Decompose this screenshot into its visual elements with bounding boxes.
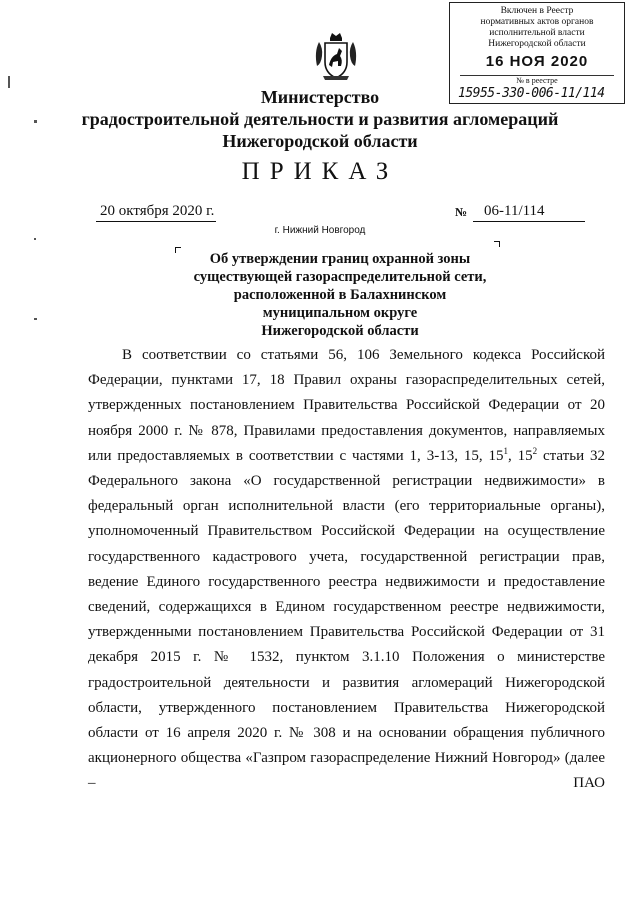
scan-margin-mark xyxy=(34,318,37,320)
scan-margin-mark xyxy=(34,120,37,123)
subject-line-4: муниципальном округе xyxy=(262,305,418,321)
number-sign: № xyxy=(455,205,468,219)
ministry-title-line-3: Нижегородской области xyxy=(222,131,418,151)
order-body xyxy=(88,343,605,797)
superscript-1: 1 xyxy=(503,445,508,456)
body-text-3: статьи 32 Федерального закона «О государственной регистрации недвижимости» в федеральный орган исполнительной власти (его территориальные органы), уполномоченный Правительством Российской Федерации на осуществление государственного кадастрового учета, государственной регистрации прав, ведение Единого государственного реестра недвижимости и предоставление сведений, содержащихся в Едином государственном реестре недвижимости, утвержденными постановлением Правительства Российской Федерации от 31 декабря 2015 г. № 1532, пунктом 3.1.10 Положения о министерстве градостроительной деятельности и развития агломераций Нижегородской области, утвержденного постановлением Правительства Нижегородской области от 16 апреля 2020 г. № 308 и на основании обращения публичного акционерного общества «Газпром газораспределение Нижний Новгород» (далее – ПАО xyxy=(88,447,605,792)
stamp-registry-number: 15955-330-006-11/114 xyxy=(458,86,605,101)
scan-margin-mark xyxy=(34,238,36,240)
subject-corner-right xyxy=(494,241,500,247)
body-text-2: , 15 xyxy=(507,447,533,464)
scan-margin-mark xyxy=(8,76,10,88)
body-text-1: В соответствии со статьями 56, 106 Земельного кодекса Российской Федерации, пунктами 17, 18 Правил охраны газораспределительных сетей, утвержденных постановлением Правительства Российской Федерации от 20 ноября 2000 г. № 878, Правилами предоставления документов, направляемых или предоставляемых в соответствии с частями 1, 3-13, 15, 15 xyxy=(88,347,605,464)
ministry-title-line-2: градостроительной деятельности и развития агломераций xyxy=(81,109,559,129)
order-subject xyxy=(140,250,540,340)
stamp-date: 16 НОЯ 2020 xyxy=(485,53,589,70)
subject-line-2: существующей газораспределительной сети, xyxy=(193,269,487,285)
document-type: ПРИКАЗ xyxy=(241,158,399,185)
stamp-line-2: нормативных актов органов xyxy=(480,17,594,27)
date-underline xyxy=(96,221,216,222)
order-date: 20 октября 2020 г. xyxy=(100,203,215,219)
stamp-registry-label: № в реестре xyxy=(516,76,558,85)
subject-line-1: Об утверждении границ охранной зоны xyxy=(209,251,471,267)
coat-of-arms-icon xyxy=(313,32,359,82)
order-number: 06-11/114 xyxy=(484,203,545,219)
stamp-line-1: Включен в Реестр xyxy=(500,6,574,16)
number-underline xyxy=(473,221,585,222)
superscript-2: 2 xyxy=(532,445,538,456)
city: г. Нижний Новгород xyxy=(274,225,366,236)
body-paragraph xyxy=(88,343,605,797)
ministry-title-line-1: Министерство xyxy=(260,87,380,107)
stamp-line-3: исполнительной власти xyxy=(489,28,585,38)
subject-line-3: расположенной в Балахнинском xyxy=(233,287,447,303)
stamp-line-4: Нижегородской области xyxy=(488,39,586,49)
subject-line-5: Нижегородской области xyxy=(261,323,419,339)
